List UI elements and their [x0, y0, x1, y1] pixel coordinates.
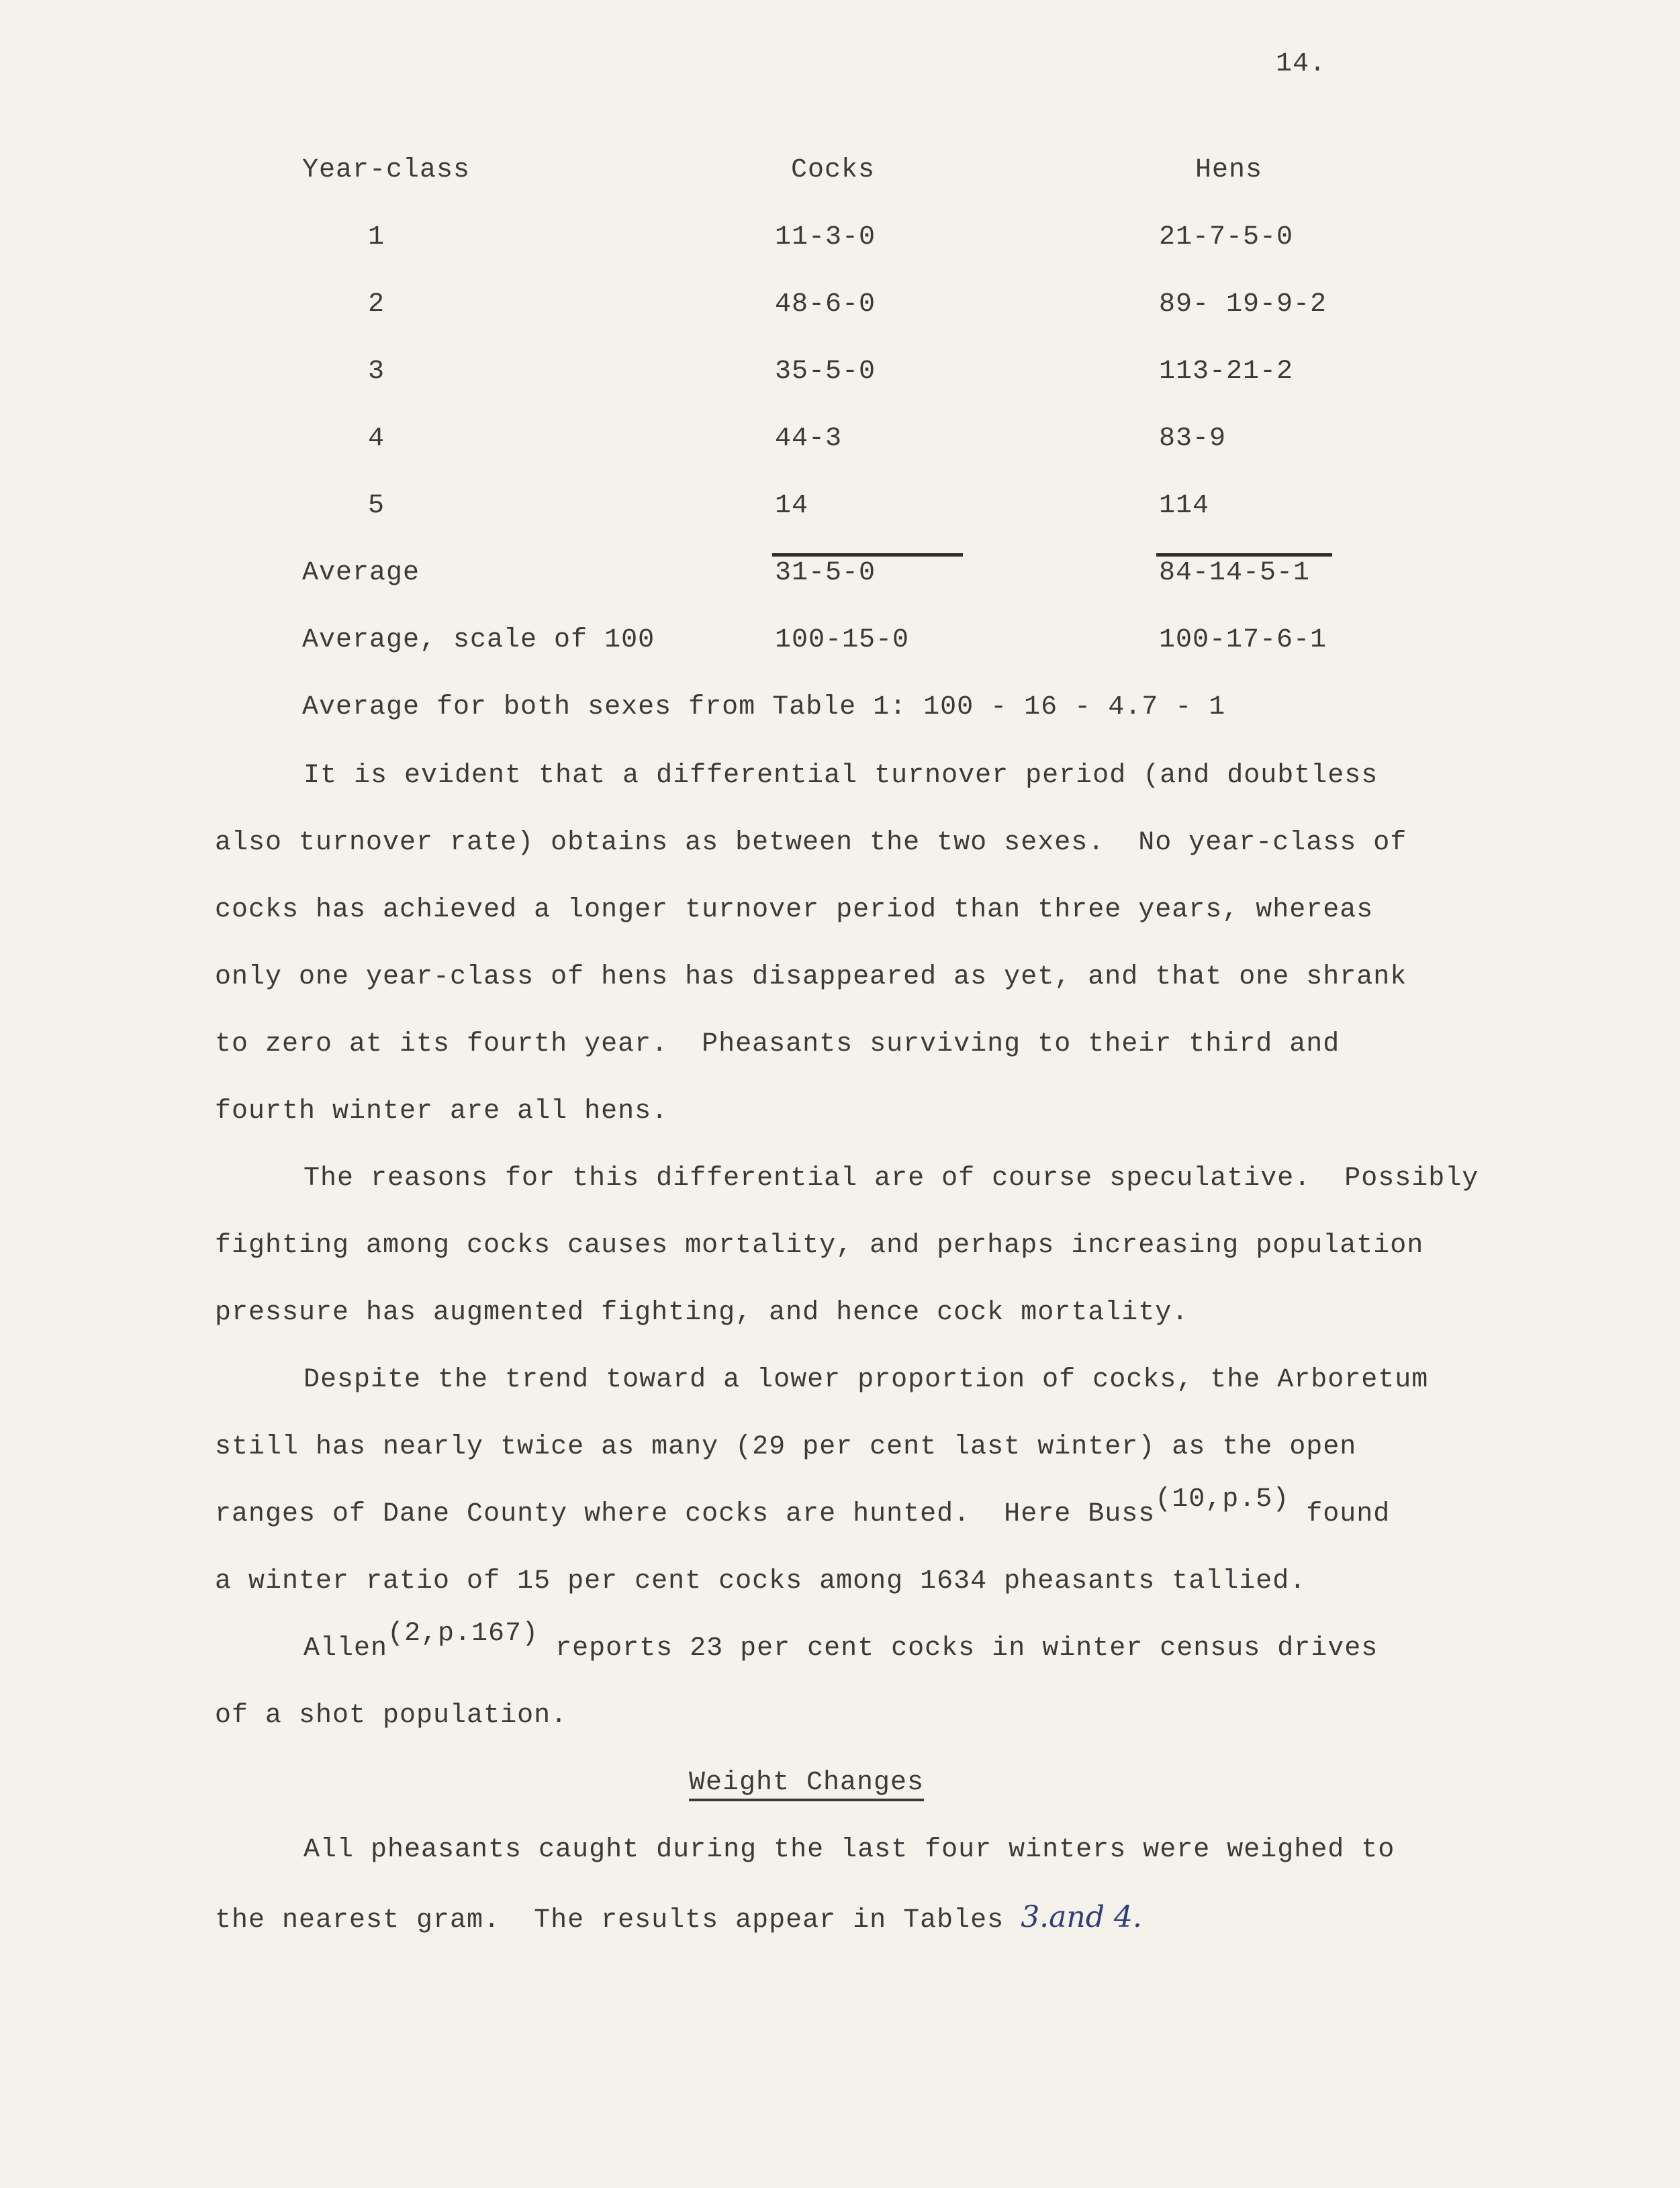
hens-cell: 114	[1159, 491, 1210, 521]
table-note: Average for both sexes from Table 1: 100 - 16 - 4.7 - 1	[302, 692, 1226, 722]
table-header-row	[0, 154, 1680, 195]
paragraph-text: the nearest gram. The results appear in Tables	[215, 1905, 1021, 1936]
paragraph-text: ranges of Dane County where cocks are hunted. Here Buss	[215, 1499, 1156, 1529]
paragraph-line	[215, 1615, 1491, 1682]
header-year-class: Year-class	[302, 155, 471, 185]
paragraph-line	[215, 1481, 1491, 1548]
cocks-average-scaled: 100-15-0	[775, 625, 910, 655]
author-name: Allen	[304, 1633, 388, 1664]
citation-superscript: (2,p.167)	[387, 1619, 539, 1649]
paragraph-line: to zero at its fourth year. Pheasants surviving to their third and	[215, 1029, 1340, 1059]
year-cell: 1	[368, 222, 385, 252]
paragraph-line: still has nearly twice as many (29 per cent last winter) as the open	[215, 1432, 1357, 1462]
paragraph-line: only one year-class of hens has disappeared as yet, and that one shrank	[215, 962, 1407, 992]
average-row	[0, 557, 1680, 598]
table-row	[0, 356, 1680, 396]
hens-average: 84-14-5-1	[1159, 558, 1311, 588]
paragraph-line: pressure has augmented fighting, and hence cock mortality.	[215, 1298, 1189, 1328]
body-text	[215, 743, 1491, 1951]
paragraph-line: of a shot population.	[215, 1701, 568, 1731]
paragraph-text: found	[1289, 1499, 1391, 1529]
table-row	[0, 423, 1680, 463]
paragraph-line	[215, 1884, 1491, 1951]
citation-superscript: (10,p.5)	[1155, 1484, 1290, 1515]
paragraph-line: a winter ratio of 15 per cent cocks among 1634 pheasants tallied.	[215, 1566, 1307, 1597]
paragraph-line: fourth winter are all hens.	[215, 1096, 669, 1127]
hens-average-scaled: 100-17-6-1	[1159, 625, 1327, 655]
year-cell: 5	[368, 491, 385, 521]
header-hens: Hens	[1195, 155, 1263, 185]
year-cell: 3	[368, 356, 385, 387]
paragraph-line: also turnover rate) obtains as between the two sexes. No year-class of	[215, 828, 1407, 858]
cocks-cell: 35-5-0	[775, 356, 876, 387]
paragraph-line: Despite the trend toward a lower proportion of cocks, the Arboretum	[304, 1365, 1429, 1395]
hens-cell: 21-7-5-0	[1159, 222, 1294, 252]
hens-cell: 89- 19-9-2	[1159, 289, 1327, 320]
table-row	[0, 490, 1680, 530]
year-cell: 4	[368, 424, 385, 454]
section-heading: Weight Changes	[689, 1768, 925, 1798]
paragraph-line: fighting among cocks causes mortality, and perhaps increasing population	[215, 1231, 1424, 1261]
handwritten-annotation: 3.and 4.	[1021, 1900, 1142, 1934]
hens-cell: 113-21-2	[1159, 356, 1294, 387]
page-number: 14.	[1276, 49, 1327, 79]
paragraph-line: It is evident that a differential turnover period (and doubtless	[304, 761, 1379, 791]
table-row	[0, 222, 1680, 262]
table-row	[0, 289, 1680, 329]
year-cell: 2	[368, 289, 385, 320]
average-label: Average	[302, 558, 420, 588]
average-scaled-label: Average, scale of 100	[302, 625, 655, 655]
section-heading-line	[215, 1750, 1491, 1817]
hens-cell: 83-9	[1159, 424, 1227, 454]
cocks-cell: 11-3-0	[775, 222, 876, 252]
cocks-total-rule	[772, 553, 963, 557]
paragraph-text: reports 23 per cent cocks in winter census drives	[539, 1633, 1379, 1664]
cocks-average: 31-5-0	[775, 558, 876, 588]
cocks-cell: 14	[775, 491, 809, 521]
cocks-cell: 44-3	[775, 424, 843, 454]
header-cocks: Cocks	[791, 155, 876, 185]
hens-total-rule	[1156, 553, 1332, 557]
paragraph-line: The reasons for this differential are of course speculative. Possibly	[304, 1163, 1479, 1194]
paragraph-line: All pheasants caught during the last four winters were weighed to	[304, 1835, 1395, 1865]
paragraph-line: cocks has achieved a longer turnover period than three years, whereas	[215, 895, 1374, 925]
average-scaled-row	[0, 624, 1680, 665]
cocks-cell: 48-6-0	[775, 289, 876, 320]
